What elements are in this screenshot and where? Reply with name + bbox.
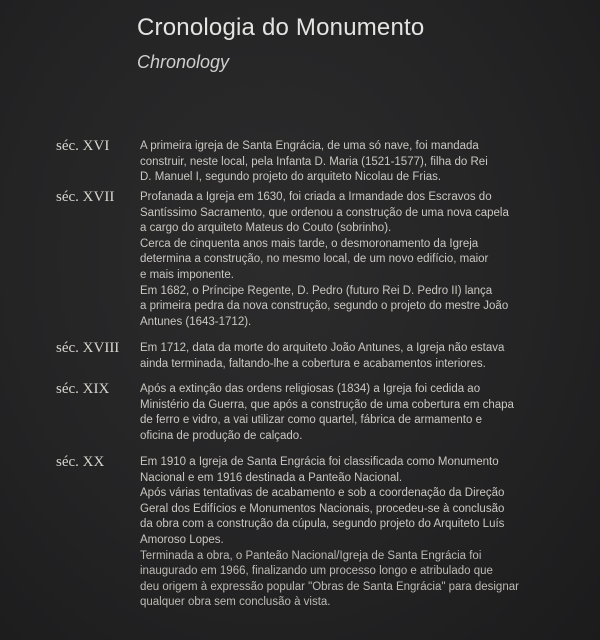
text-line: Nacional e em 1916 destinada a Panteão Nacional. xyxy=(140,471,403,484)
text-line: D. Manuel I, segundo projeto do arquiteto Nicolau de Frias. xyxy=(140,171,442,184)
entry-text xyxy=(140,190,598,330)
text-line: Após várias tentativas de acabamento e sob a coordenação da Direção xyxy=(140,487,505,500)
text-line: de ferro e vidro, a vai utilizar como quartel, fábrica de armamento e xyxy=(140,414,482,427)
text-line: e mais imponente. xyxy=(140,268,234,281)
text-line: Em 1712, data da morte do arquiteto João Antunes, a Igreja não estava xyxy=(140,342,505,354)
text-line: Antunes (1643-1712). xyxy=(140,315,252,328)
entry-text xyxy=(140,341,598,372)
text-line: a primeira pedra da nova construção, segundo o projeto do mestre João xyxy=(140,300,509,313)
entry-text xyxy=(140,382,598,444)
text-line: oficina de produção de calçado. xyxy=(140,429,303,442)
text-line: construir, neste local, pela Infanta D. Maria (1521-1577), filha do Rei xyxy=(140,155,488,168)
entry-text xyxy=(140,139,598,186)
text-line: a cargo do arquiteto Mateus do Couto (sobrinho). xyxy=(140,222,392,235)
text-line: Em 1682, o Príncipe Regente, D. Pedro (futuro Rei D. Pedro II) lança xyxy=(140,284,493,297)
text-line: Em 1910 a Igreja de Santa Engrácia foi classificada como Monumento xyxy=(140,456,499,468)
text-line: Cerca de cinquenta anos mais tarde, o desmoronamento da Igreja xyxy=(140,237,479,250)
century-label: séc. XVII xyxy=(56,189,115,205)
panel-title: Cronologia do Monumento xyxy=(137,14,425,41)
century-label: séc. XVIII xyxy=(56,340,120,356)
text-line: qualquer obra sem conclusão à vista. xyxy=(140,596,331,609)
text-line: Geral dos Edifícios e Monumentos Nacionais, procedeu-se à conclusão xyxy=(140,502,505,515)
century-label: séc. XIX xyxy=(56,381,110,397)
text-line: da obra com a construção da cúpula, segundo projeto do Arquiteto Luís xyxy=(140,518,505,531)
text-line: Amoroso Lopes. xyxy=(140,533,224,546)
entry-text xyxy=(140,455,598,611)
text-line: Após a extinção das ordens religiosas (1834) a Igreja foi cedida ao xyxy=(140,383,481,395)
panel-subtitle: Chronology xyxy=(137,52,230,72)
text-line: deu origem à expressão popular "Obras de Santa Engrácia" para designar xyxy=(140,580,519,593)
text-line: Ministério da Guerra, que após a construção de uma cobertura em chapa xyxy=(140,398,514,411)
text-line: determina a construção, no mesmo local, de um novo edifício, maior xyxy=(140,253,489,266)
text-line: Terminada a obra, o Panteão Nacional/Igreja de Santa Engrácia foi xyxy=(140,549,482,562)
text-line: ainda terminada, faltando-lhe a cobertura e acabamentos interiores. xyxy=(140,357,486,370)
text-line: Santíssimo Sacramento, que ordenou a construção de uma nova capela xyxy=(140,206,509,219)
century-label: séc. XVI xyxy=(56,138,110,154)
century-label: séc. XX xyxy=(56,454,105,470)
text-line: A primeira igreja de Santa Engrácia, de uma só nave, foi mandada xyxy=(140,140,479,152)
text-line: inaugurado em 1966, finalizando um processo longo e atribulado que xyxy=(140,565,493,578)
text-line: Profanada a Igreja em 1630, foi criada a Irmandade dos Escravos do xyxy=(140,191,492,203)
